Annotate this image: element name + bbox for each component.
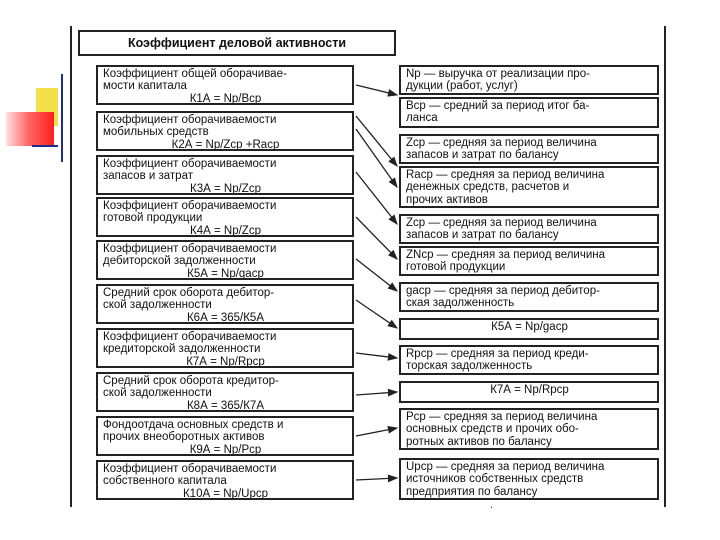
- right-box-text: Zср — средняя за период величина запасов и затрат по балансу: [406, 217, 597, 242]
- right-box-text: ZNср — средняя за период величина готовой продукции: [406, 249, 606, 274]
- left-box-title: Фондоотдача основных средств и прочих внеоборотных активов: [103, 419, 284, 444]
- arrow: [356, 172, 397, 224]
- arrow: [356, 217, 397, 259]
- left-box-title: Коэффициент общей оборачивае- мости капитала: [103, 68, 287, 93]
- left-box-title: Коэффициент оборачиваемости запасов и затрат: [103, 158, 277, 183]
- left-box-formula: К10А = Nр/Uрср: [182, 487, 268, 500]
- right-box-text: Nр — выручка от реализации про- дукции (работ, услуг): [406, 68, 590, 93]
- left-box-title: Коэффициент оборачиваемости собственного капитала: [103, 463, 277, 488]
- left-box-formula: К4А = Nр/Zср: [190, 224, 261, 237]
- footnote-mark: .: [490, 500, 493, 511]
- left-box-formula: К6А = 365/К5А: [186, 311, 265, 324]
- left-box-title: Коэффициент оборачиваемости кредиторской задолженности: [103, 331, 277, 356]
- left-box-formula: К3А = Nр/Zср: [190, 182, 261, 195]
- left-box-formula: К8А = 365/К7А: [186, 399, 265, 412]
- right-box-text: К7А = Nр/Rрср: [490, 384, 569, 396]
- arrow: [356, 478, 397, 480]
- right-box-text: gаср — средняя за период дебитор- ская задолженность: [406, 285, 600, 310]
- right-box-text: Rаср — средняя за период величина денежных средств, расчетов и прочих активов: [406, 169, 605, 206]
- arrow: [356, 259, 397, 291]
- arrow: [356, 300, 397, 328]
- right-box-text: Вср — средний за период итог ба- ланса: [406, 100, 590, 125]
- right-box-text: К5А = Nр/gаср: [491, 321, 568, 333]
- right-box-text: Rрср — средняя за период креди- торская задолженность: [406, 348, 589, 373]
- right-box-text: Uрср — средняя за период величина источников собственных средств предприятия по балансу: [406, 461, 605, 498]
- arrow: [356, 428, 397, 436]
- left-box-formula: К2А = Nр/Zср +Rаср: [171, 138, 280, 151]
- left-box-title: Средний срок оборота кредитор- ской задолженности: [103, 375, 279, 400]
- left-box-formula: К1А = Nр/Вср: [189, 92, 262, 105]
- arrow: [356, 85, 397, 95]
- right-box-text: Рср — средняя за период величина основных средств и прочих обо- ротных активов по балансу: [406, 411, 598, 448]
- left-box-title: Коэффициент оборачиваемости дебиторской задолженности: [103, 243, 277, 268]
- diagram-title: Коэффициент деловой активности: [78, 30, 396, 56]
- left-box-title: Коэффициент оборачиваемости готовой продукции: [103, 200, 277, 225]
- right-box-text: Zср — средняя за период величина запасов и затрат по балансу: [406, 137, 597, 162]
- arrow: [356, 392, 397, 395]
- left-box-title: Средний срок оборота дебитор- ской задолженности: [103, 287, 275, 312]
- arrow: [356, 353, 397, 358]
- left-box-formula: К5А = Nр/gаср: [187, 267, 264, 280]
- left-box-formula: К9А = Nр/Рср: [189, 443, 262, 456]
- left-box-title: Коэффициент оборачиваемости мобильных средств: [103, 114, 277, 139]
- left-box-formula: К7А = Nр/Rрср: [186, 355, 265, 368]
